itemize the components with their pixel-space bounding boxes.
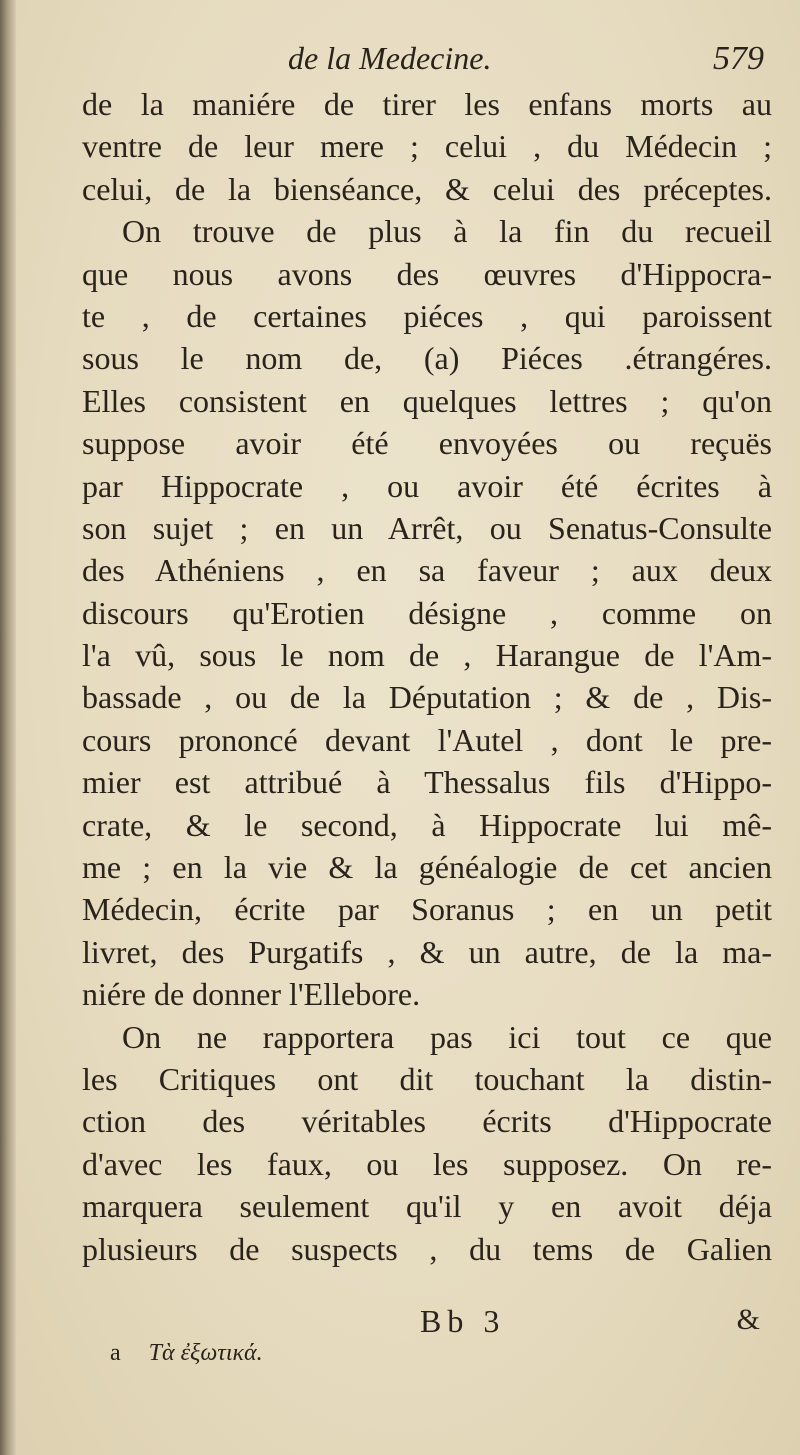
paragraph-start: On ne rapportera pas ici tout ce que [122, 1018, 772, 1055]
text-line: crate, & le second, à Hippocrate lui mê- [82, 806, 772, 843]
text-line: discours qu'Erotien désigne , comme on [82, 594, 772, 631]
text-line: par Hippocrate , ou avoir été écrites à [82, 467, 772, 504]
text-line: plusieurs de suspects , du tems de Galien [82, 1230, 772, 1267]
paragraph-start: On trouve de plus à la fin du recueil [122, 213, 772, 250]
text-line: l'a vû, sous le nom de , Harangue de l'Am- [82, 637, 772, 674]
text-line: de la maniére de tirer les enfans morts au [82, 86, 772, 122]
text-line: mier est attribué à Thessalus fils d'Hippo- [82, 764, 772, 801]
text-line: Médecin, écrite par Soranus ; en un petit [82, 891, 772, 928]
text-line: ventre de leur mere ; celui , du Médecin ; [82, 128, 772, 165]
text-line: marquera seulement qu'il y en avoit déja [82, 1188, 772, 1225]
text-line: celui, de la bienséance, & celui des préceptes. [82, 170, 772, 207]
running-title: de la Medecine. [288, 40, 492, 76]
text-line: livret, des Purgatifs , & un autre, de la ma- [82, 933, 772, 970]
text-line: sous le nom de, (a) Piéces .étrangéres. [82, 340, 772, 377]
footnote-marker: a [110, 1340, 121, 1366]
footnote-text: Τὰ ἐξωτικά. [148, 1340, 263, 1366]
text-line: me ; en la vie & la généalogie de cet ancien [82, 849, 772, 886]
body-text [82, 83, 772, 1270]
text-line: bassade , ou de la Députation ; & de , Dis- [82, 679, 772, 716]
text-line: des Athéniens , en sa faveur ; aux deux [82, 552, 772, 589]
text-line: niére de donner l'Ellebore. [82, 976, 421, 1013]
footnote [110, 1340, 263, 1367]
binding-gutter [0, 0, 16, 1455]
text-line: que nous avons des œuvres d'Hippocra- [82, 255, 772, 292]
text-line: d'avec les faux, ou les supposez. On re- [82, 1145, 772, 1182]
text-line: suppose avoir été envoyées ou reçuës [82, 425, 772, 462]
text-line: ction des véritables écrits d'Hippocrate [82, 1103, 772, 1140]
page-number: 579 [713, 40, 764, 77]
text-line: Elles consistent en quelques lettres ; qu'on [82, 382, 772, 419]
text-line: son sujet ; en un Arrêt, ou Senatus-Consulte [82, 509, 772, 546]
text-line: cours prononcé devant l'Autel , dont le pre- [82, 721, 772, 758]
signature-mark: Bb 3 [420, 1303, 506, 1339]
page-header [80, 40, 770, 80]
text-line: te , de certaines piéces , qui paroissent [82, 297, 772, 334]
text-line: les Critiques ont dit touchant la distin- [82, 1060, 772, 1097]
catchword: & [736, 1303, 760, 1336]
